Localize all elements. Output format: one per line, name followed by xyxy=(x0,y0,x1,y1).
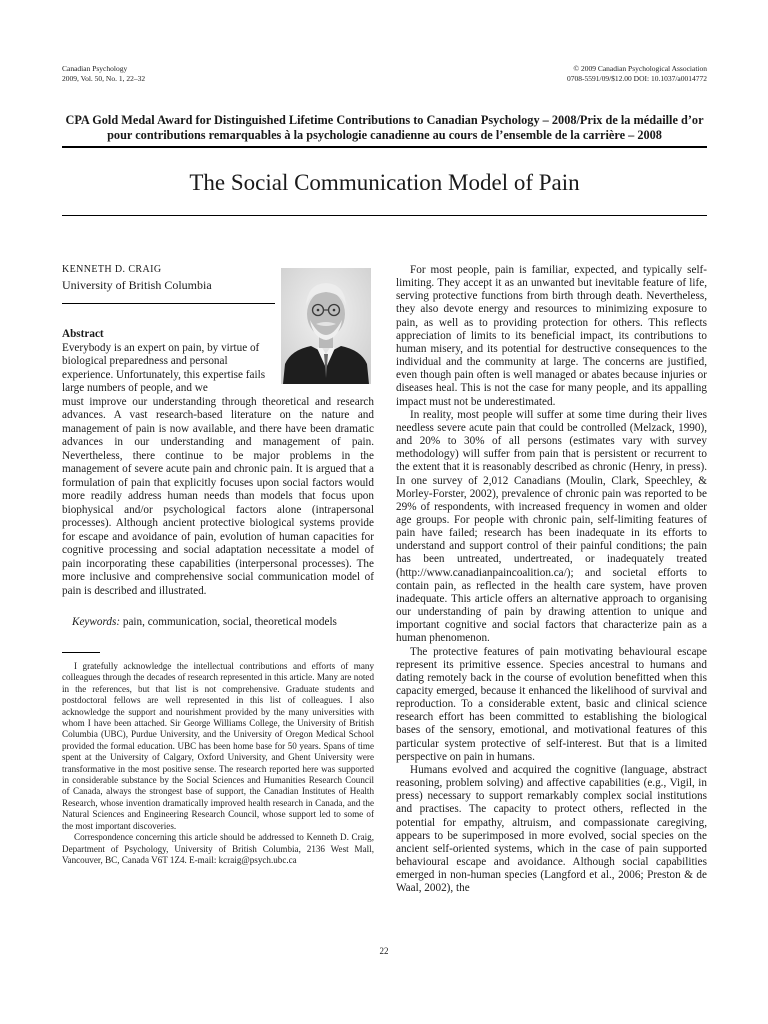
keywords-list: pain, communication, social, theoretical models xyxy=(122,616,337,628)
copyright-notice: © 2009 Canadian Psychological Association xyxy=(573,64,707,73)
keywords-label: Keywords: xyxy=(72,616,121,628)
author-name: KENNETH D. CRAIG xyxy=(62,264,162,275)
affiliation-rule xyxy=(62,303,275,304)
article-title: The Social Communication Model of Pain xyxy=(189,170,580,195)
title-bottom-rule xyxy=(62,215,707,216)
journal-citation xyxy=(62,64,312,83)
journal-volume: 2009, Vol. 50, No. 1, 22–32 xyxy=(62,73,146,83)
abstract-heading: Abstract xyxy=(62,328,104,340)
keywords xyxy=(72,616,372,628)
abstract-text: must improve our understanding through theoretical and research advances. A vast research-based literature on the nature and management of pain is now available, and there have been dramatic advances in our understanding and management of pain. Nevertheless, there continue to be major problems in the management of severe acute pain and chronic pain. It is argued that a formulation of pain that explicitly focuses upon social factors would more readily address human needs than models that focus upon biophysical and/or psychological factors alone (intrapersonal processes). Although ancient protective biological systems provide for escape and avoidance of pain, evolution of human capacities for cognitive processing and social adaptation necessitate a model of pain incorporating these capabilities (interpersonal processes). The more inclusive and comprehensive social communication model of pain is described and illustrated. xyxy=(62,395,374,597)
body-paragraph: Humans evolved and acquired the cognitive (language, abstract reasoning, problem solving) and affective capabilities (e.g., Vigil, in press) necessary to support remarkably complex social institutions and practises. The capacity to protect others, reflected in the potential for empathy, altruism, and compassionate caregiving, appears to be superimposed in more evolved, social species on the ancient self-oriented systems, which in the case of pain supported behavioural escape and avoidance. Although social capabilities emerged in non-human species (Langford et al., 2006; Preston & de Waal, 2002), the xyxy=(396,763,707,895)
page-number: 22 xyxy=(379,946,389,956)
abstract xyxy=(62,328,374,598)
footnote-rule xyxy=(62,652,100,653)
journal-name: Canadian Psychology xyxy=(62,64,128,73)
correspondence-paragraph: Correspondence concerning this article should be addressed to Kenneth D. Craig, Department of Psychology, University of British Columbia, 2136 West Mall, Vancouver, BC, Canada V6T 1Z4. E-mail: kcraig@psych.ubc.ca xyxy=(62,832,374,865)
award-heading: CPA Gold Medal Award for Distinguished Lifetime Contributions to Canadian Psychology – 2008/Prix de la médaille d’or pour contributions remarquables à la psychologie canadienne au cours de l’ensemble de la carrière – 2008 xyxy=(65,113,704,143)
doi-line: 0708-5591/09/$12.00 DOI: 10.1037/a0014772 xyxy=(567,73,707,83)
body-paragraph: The protective features of pain motivating behavioural escape represent its primitive essence. Species ancestral to humans and dating remotely back in the course of evolution benefitted when this capacity emerged, because it enhanced the likelihood of survival and reproduction. To a considerable extent, basic and clinical science research effort has been committed to establishing the biological bases of the sensory, emotional, and motivational features of this particular system protective of self-interest. But that is a limited perspective on pain in humans. xyxy=(396,645,707,763)
body-paragraph: For most people, pain is familiar, expected, and typically self-limiting. They accept it as an unwanted but inevitable feature of life, serving protective functions from birth through death. Nevertheless, they also devote energy and resources to minimizing exposure to pain, as well as to providing protection for others. This reflects appreciation of limits to its beneficial impact, its contributions to human misery, and its potential for destructive consequences to the individual and the community at large. The concerns are justified, even though pain often is well managed or abates because injuries or diseases heal. This is not the case for many people, and its appalling impact must not be underestimated. xyxy=(396,264,707,408)
abstract-text-beside-photo: Everybody is an expert on pain, by virtue of biological preparedness and personal experience. Unfortunately, this expertise fails large numbers of people, and we xyxy=(62,341,266,394)
author-note xyxy=(62,661,374,866)
title-top-rule xyxy=(62,146,707,148)
copyright-block xyxy=(407,64,707,83)
author-affiliation: University of British Columbia xyxy=(62,278,212,292)
body-paragraph: In reality, most people will suffer at some time during their lives needless severe acute pain that could be controlled (Melzack, 1990), and 20% to 30% of all persons (estimates vary with survey methodology) will suffer from pain that is persistent or recurrent to the extent that it is reasonably described as chronic (Henry, in press). In one survey of 2,012 Canadians (Moulin, Clark, Speechley, & Morley-Forster, 2002), prevalence of chronic pain was reported to be 29% of respondents, with increased frequency in women and older age groups. For people with chronic pain, self-limiting features of pain have failed; research has been inadequate in its efforts to understand and support control of their painful conditions; the pain has been untreated, undertreated, or inadequately treated (http://www.canadianpaincoalition.ca/); and societal efforts to contain pain, as reflected in the health care system, have proven inadequate. This article offers an alternative approach to organising our understanding of pain by drawing attention to unique and important cognitive and social factors that characterize pain as a human phenomenon. xyxy=(396,408,707,645)
body-column xyxy=(396,264,707,896)
acknowledgement-paragraph: I gratefully acknowledge the intellectual contributions and efforts of many colleagues through the decades of research represented in this article. Many are noted in the references, but that list is not comprehensive. Graduate students and postdoctoral fellows are well represented in this list of colleagues. I also acknowledge the support and nourishment provided by the many universities with whom I have been attached. Sir George Williams College, the University of British Columbia (UBC), Purdue University, and the University of Oregon Medical School provided the formal education. UBC has been home base for 50 years. Spans of time spent at the University of Calgary, Oxford University, and Ghent University were transformative in the most positive sense. The research reported here was supported in considerable substance by the Social Sciences and Humanities Research Council of Canada, always the strongest base of support, the Canadian Institutes of Health Research, whose invention dramatically improved health research in Canada, and the Natural Sciences and Engineering Research Council, whose support led to some of the most important discoveries. xyxy=(62,661,374,831)
